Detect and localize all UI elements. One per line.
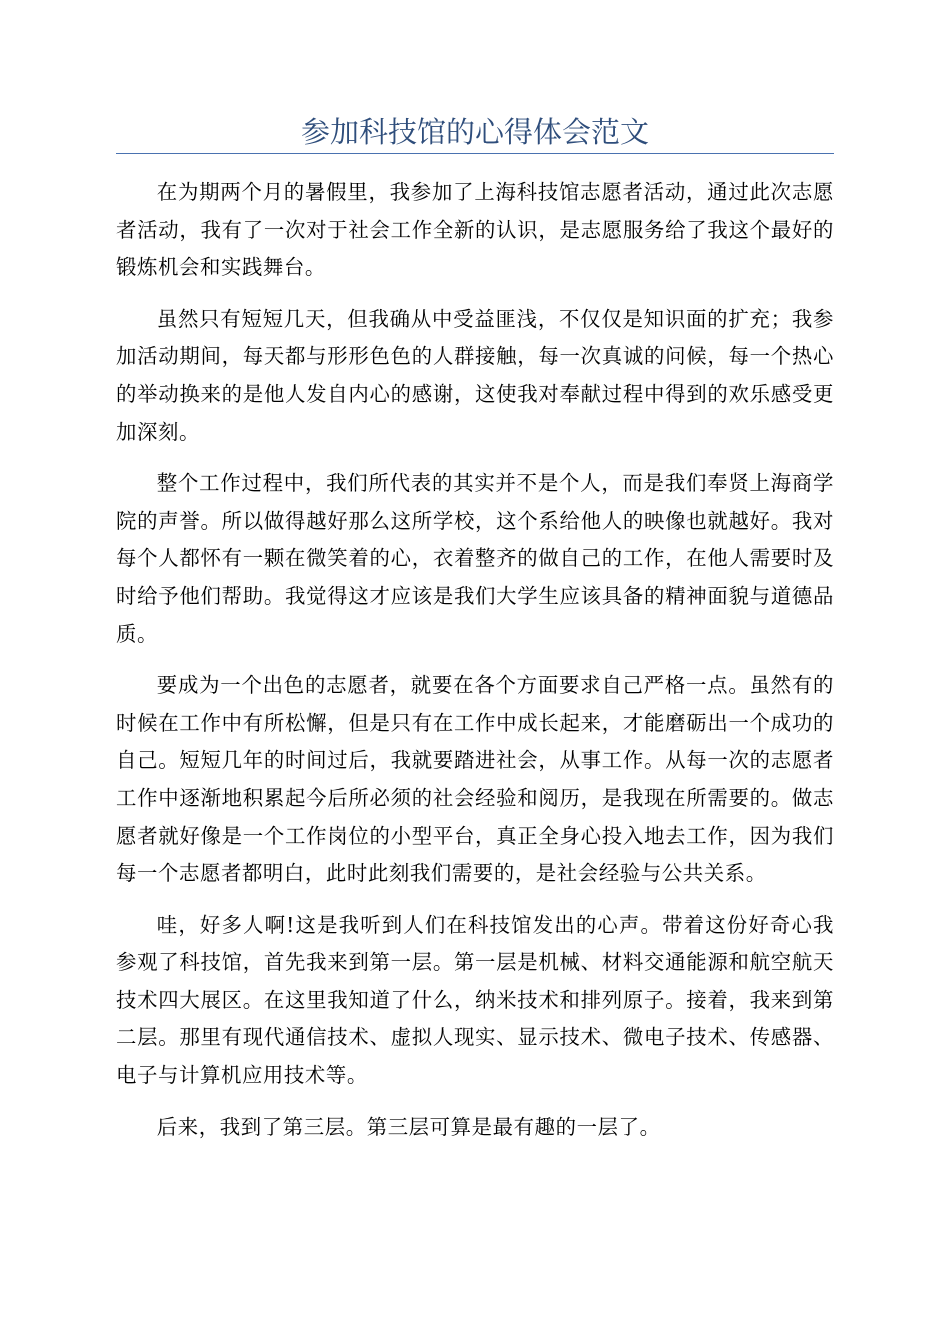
document-title: 参加科技馆的心得体会范文: [300, 115, 649, 149]
title-underline-rule: [116, 153, 834, 154]
body-paragraph-3: 整个工作过程中，我们所代表的其实并不是个人，而是我们奉贤上海商学院的声誉。所以做得越好那么这所学校，这个系给他人的映像也就越好。我对每个人都怀有一颗在微笑着的心，衣着整齐的做自己的工作，在他人需要时及时给予他们帮助。我觉得这才应该是我们大学生应该具备的精神面貌与道德品质。: [116, 471, 834, 646]
body-paragraph-2: 虽然只有短短几天，但我确从中受益匪浅，不仅仅是知识面的扩充；我参加活动期间，每天都与形形色色的人群接触，每一次真诚的问候，每一个热心的举动换来的是他人发自内心的感谢，这使我对奉献过程中得到的欢乐感受更加深刻。: [116, 306, 834, 444]
document-body: [116, 174, 834, 1160]
body-paragraph-5: 哇，好多人啊!这是我听到人们在科技馆发出的心声。带着这份好奇心我参观了科技馆，首先我来到第一层。第一层是机械、材料交通能源和航空航天技术四大展区。在这里我知道了什么，纳米技术和排列原子。接着，我来到第二层。那里有现代通信技术、虚拟人现实、显示技术、微电子技术、传感器、电子与计算机应用技术等。: [116, 912, 834, 1088]
body-paragraph-4: 要成为一个出色的志愿者，就要在各个方面要求自己严格一点。虽然有的时候在工作中有所松懈，但是只有在工作中成长起来，才能磨砺出一个成功的自己。短短几年的时间过后，我就要踏进社会，从事工作。从每一次的志愿者工作中逐渐地积累起今后所必须的社会经验和阅历，是我现在所需要的。做志愿者就好像是一个工作岗位的小型平台，真正全身心投入地去工作，因为我们每一个志愿者都明白，此时此刻我们需要的，是社会经验与公共关系。: [116, 673, 834, 886]
body-paragraph-6: 后来，我到了第三层。第三层可算是最有趣的一层了。: [156, 1114, 661, 1139]
body-paragraph-1: 在为期两个月的暑假里，我参加了上海科技馆志愿者活动，通过此次志愿者活动，我有了一次对于社会工作全新的认识，是志愿服务给了我这个最好的锻炼机会和实践舞台。: [116, 180, 834, 280]
